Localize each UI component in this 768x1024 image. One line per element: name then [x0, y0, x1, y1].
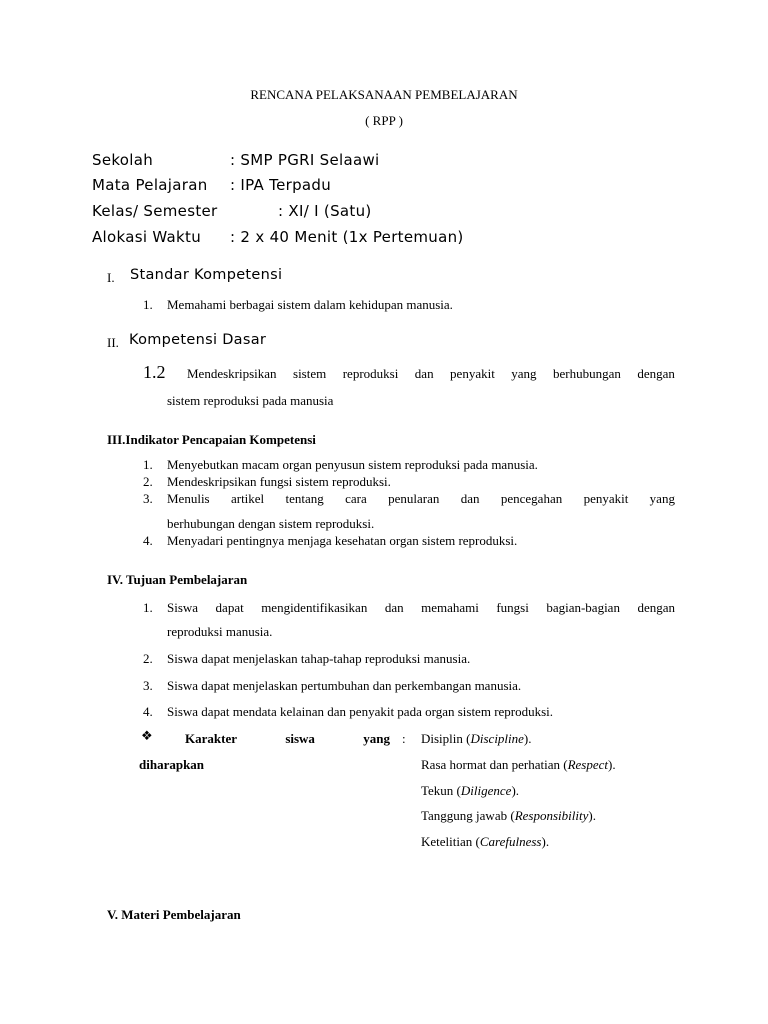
s3-word: Menulis	[167, 491, 210, 506]
section-2-title: Kompetensi Dasar	[129, 332, 267, 348]
s3-item-3-line-2: berhubungan dengan sistem reproduksi.	[167, 516, 375, 531]
kd-word: sistem	[293, 366, 327, 381]
kd-word: yang	[511, 366, 537, 381]
kd-word: reproduksi	[342, 366, 399, 381]
s4-word: dan	[384, 600, 404, 615]
s3-word: dan	[460, 491, 480, 506]
karakter-word: Karakter	[185, 731, 237, 746]
kd-number: 1.2	[143, 362, 166, 382]
kd-line-1	[187, 366, 675, 382]
s3-item-3-num: 3.	[143, 491, 153, 506]
karakter-word: siswa	[285, 731, 315, 746]
s4-item-2-text: Siswa dapat menjelaskan tahap-tahap reproduksi manusia.	[167, 651, 471, 666]
s4-word: dengan	[637, 600, 675, 615]
s4-word: Siswa	[167, 600, 199, 615]
s4-word: dapat	[215, 600, 244, 615]
s3-word: pencegahan	[500, 491, 563, 506]
s4-item-1-line-1	[167, 600, 675, 616]
section-2-numeral: II.	[107, 335, 119, 350]
s4-word: fungsi	[496, 600, 529, 615]
s4-item-3-num: 3.	[143, 678, 153, 693]
karakter-value-4: Tanggung jawab (Responsibility).	[421, 808, 596, 823]
karakter-colon: :	[402, 731, 406, 746]
class-value: : XI/ I (Satu)	[278, 202, 372, 220]
school-label: Sekolah	[92, 151, 154, 169]
s3-word: artikel	[230, 491, 265, 506]
karakter-word: yang	[363, 731, 390, 746]
s3-word: tentang	[285, 491, 324, 506]
karakter-heading-line-1	[185, 731, 390, 747]
section-5-heading: V. Materi Pembelajaran	[107, 907, 241, 922]
subject-label: Mata Pelajaran	[92, 176, 208, 194]
section-1-numeral: I.	[107, 270, 115, 285]
s3-item-1-text: Menyebutkan macam organ penyusun sistem reproduksi pada manusia.	[167, 457, 538, 472]
karakter-value-2: Rasa hormat dan perhatian (Respect).	[421, 757, 616, 772]
s3-word: cara	[345, 491, 367, 506]
s4-item-3-text: Siswa dapat menjelaskan pertumbuhan dan perkembangan manusia.	[167, 678, 522, 693]
school-value: : SMP PGRI Selaawi	[230, 151, 380, 169]
time-value: : 2 x 40 Menit (1x Pertemuan)	[230, 228, 464, 246]
karakter-value-5: Ketelitian (Carefulness).	[421, 834, 550, 849]
section-1-title: Standar Kompetensi	[130, 267, 283, 283]
section-3-heading: III.Indikator Pencapaian Kompetensi	[107, 432, 316, 447]
s4-item-4-num: 4.	[143, 704, 153, 719]
karakter-value-3: Tekun (Diligence).	[421, 783, 520, 798]
kd-word: berhubungan	[553, 366, 621, 381]
document-title: RENCANA PELAKSANAAN PEMBELAJARAN	[250, 87, 518, 102]
kd-line-2: sistem reproduksi pada manusia	[167, 393, 334, 408]
document-subtitle: ( RPP )	[365, 113, 403, 128]
s4-word: memahami	[421, 600, 479, 615]
s4-word: mengidentifikasikan	[261, 600, 368, 615]
s3-item-3-line-1	[167, 491, 675, 507]
section-4-heading: IV. Tujuan Pembelajaran	[107, 572, 248, 587]
karakter-heading-line-2: diharapkan	[139, 757, 205, 772]
time-label: Alokasi Waktu	[92, 228, 202, 246]
s3-word: penularan	[388, 491, 440, 506]
s3-item-4-num: 4.	[143, 533, 153, 548]
kd-word: dan	[414, 366, 434, 381]
s3-word: yang	[649, 491, 675, 506]
s4-item-1-line-2: reproduksi manusia.	[167, 624, 273, 639]
s3-word: penyakit	[583, 491, 629, 506]
kd-word: dengan	[637, 366, 675, 381]
s3-item-2-text: Mendeskripsikan fungsi sistem reproduksi.	[167, 474, 391, 489]
s1-item-text: Memahami berbagai sistem dalam kehidupan manusia.	[167, 297, 453, 312]
subject-value: : IPA Terpadu	[230, 176, 332, 194]
kd-word: Mendeskripsikan	[187, 366, 277, 381]
s3-item-4-text: Menyadari pentingnya menjaga kesehatan organ sistem reproduksi.	[167, 533, 518, 548]
kd-word: penyakit	[450, 366, 495, 381]
karakter-value-1: Disiplin (Discipline).	[421, 731, 532, 746]
s4-item-2-num: 2.	[143, 651, 153, 666]
s3-item-1-num: 1.	[143, 457, 153, 472]
s3-item-2-num: 2.	[143, 474, 153, 489]
karakter-bullet: ❖	[141, 729, 153, 744]
s1-item-num: 1.	[143, 297, 153, 312]
s4-word: bagian-bagian	[546, 600, 620, 615]
s4-item-1-num: 1.	[143, 600, 153, 615]
class-label: Kelas/ Semester	[92, 202, 218, 220]
s4-item-4-text: Siswa dapat mendata kelainan dan penyakit pada organ sistem reproduksi.	[167, 704, 554, 719]
